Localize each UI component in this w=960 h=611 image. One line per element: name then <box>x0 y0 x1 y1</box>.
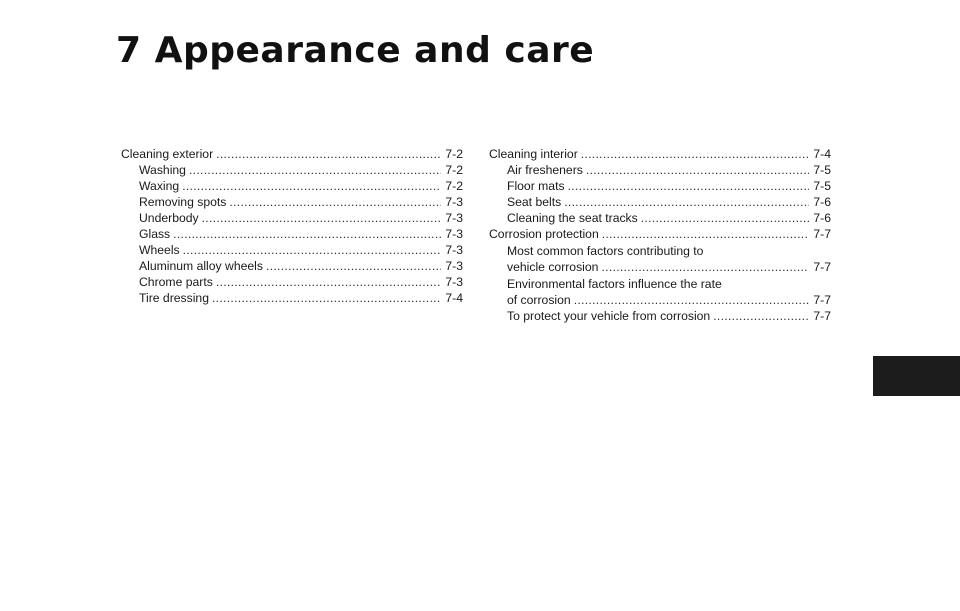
toc-entry-label-line1: Environmental factors influence the rate <box>507 277 722 291</box>
toc-entry-page: 7-3 <box>445 227 463 241</box>
toc-entry-page: 7-2 <box>445 147 463 161</box>
toc-entry-label-line2: of corrosion <box>507 293 571 307</box>
chapter-thumb-tab <box>873 356 960 396</box>
toc-entry-wheels[interactable] <box>121 242 463 258</box>
toc-entry-label: Glass <box>139 227 171 241</box>
toc-entry-label: Floor mats <box>507 179 565 193</box>
toc-entry-page: 7-3 <box>445 211 463 225</box>
dot-leader <box>216 146 441 162</box>
toc-entry-page: 7-3 <box>445 195 463 209</box>
toc-entry-cleaning-seat-tracks[interactable] <box>489 210 831 226</box>
toc-entry-seat-belts[interactable] <box>489 194 831 210</box>
toc-entry-label: Cleaning exterior <box>121 147 214 161</box>
dot-leader <box>641 210 810 226</box>
toc-entry-page: 7-2 <box>445 179 463 193</box>
toc-entry-page: 7-7 <box>813 309 831 323</box>
dot-leader <box>574 292 810 308</box>
toc-entry-label: Cleaning the seat tracks <box>507 211 638 225</box>
toc-entry-washing[interactable] <box>121 162 463 178</box>
toc-entry-page: 7-5 <box>813 163 831 177</box>
toc-entry-label: To protect your vehicle from corrosion <box>507 309 711 323</box>
toc-entry-label: Washing <box>139 163 186 177</box>
toc-entry-cleaning-exterior[interactable] <box>121 146 463 162</box>
toc-entry-glass[interactable] <box>121 226 463 242</box>
dot-leader <box>568 178 810 194</box>
toc-entry-page: 7-3 <box>445 243 463 257</box>
toc-entry-label: Air fresheners <box>507 163 583 177</box>
dot-leader <box>602 226 810 242</box>
toc-entry-label: Removing spots <box>139 195 227 209</box>
toc-entry-label: Chrome parts <box>139 275 213 289</box>
toc-entry-label: Wheels <box>139 243 180 257</box>
toc-entry-page: 7-6 <box>813 211 831 225</box>
toc-entry-environmental-factors[interactable] <box>489 277 831 308</box>
toc-entry-label: Corrosion protection <box>489 227 599 241</box>
toc-entry-page: 7-3 <box>445 259 463 273</box>
toc-entry-page: 7-4 <box>813 147 831 161</box>
toc-entry-label: Cleaning interior <box>489 147 578 161</box>
dot-leader <box>202 210 442 226</box>
dot-leader <box>601 259 809 275</box>
dot-leader <box>581 146 810 162</box>
dot-leader <box>189 162 441 178</box>
toc-entry-label: Waxing <box>139 179 180 193</box>
toc-entry-page: 7-3 <box>445 275 463 289</box>
dot-leader <box>266 258 441 274</box>
dot-leader <box>182 178 441 194</box>
toc-entry-chrome-parts[interactable] <box>121 274 463 290</box>
toc-right-column <box>489 146 831 324</box>
toc-entry-label: Underbody <box>139 211 199 225</box>
dot-leader <box>183 242 442 258</box>
chapter-title: 7 Appearance and care <box>116 30 595 71</box>
toc-entry-page: 7-7 <box>813 260 831 274</box>
toc-entry-tire-dressing[interactable] <box>121 290 463 306</box>
dot-leader <box>173 226 441 242</box>
toc-entry-waxing[interactable] <box>121 178 463 194</box>
toc-entry-cleaning-interior[interactable] <box>489 146 831 162</box>
toc-entry-label: Seat belts <box>507 195 562 209</box>
dot-leader <box>586 162 810 178</box>
toc-entry-page: 7-5 <box>813 179 831 193</box>
dot-leader <box>216 274 442 290</box>
toc-entry-underbody[interactable] <box>121 210 463 226</box>
toc-entry-protect-vehicle-corrosion[interactable] <box>489 308 831 324</box>
toc-entry-page: 7-7 <box>813 227 831 241</box>
dot-leader <box>713 308 809 324</box>
toc-entry-page: 7-7 <box>813 293 831 307</box>
dot-leader <box>229 194 441 210</box>
toc-entry-label-line2: vehicle corrosion <box>507 260 599 274</box>
dot-leader <box>212 290 441 306</box>
toc-entry-label-line1: Most common factors contributing to <box>507 244 704 258</box>
toc-entry-air-fresheners[interactable] <box>489 162 831 178</box>
toc-entry-page: 7-2 <box>445 163 463 177</box>
toc-entry-label: Tire dressing <box>139 291 209 305</box>
toc-entry-page: 7-6 <box>813 195 831 209</box>
toc-entry-page: 7-4 <box>445 291 463 305</box>
toc-entry-aluminum-alloy-wheels[interactable] <box>121 258 463 274</box>
toc-entry-common-corrosion-factors[interactable] <box>489 244 831 275</box>
toc-entry-floor-mats[interactable] <box>489 178 831 194</box>
toc-left-column <box>121 146 463 306</box>
toc-entry-corrosion-protection[interactable] <box>489 226 831 242</box>
toc-entry-removing-spots[interactable] <box>121 194 463 210</box>
dot-leader <box>564 194 809 210</box>
toc-entry-label: Aluminum alloy wheels <box>139 259 263 273</box>
